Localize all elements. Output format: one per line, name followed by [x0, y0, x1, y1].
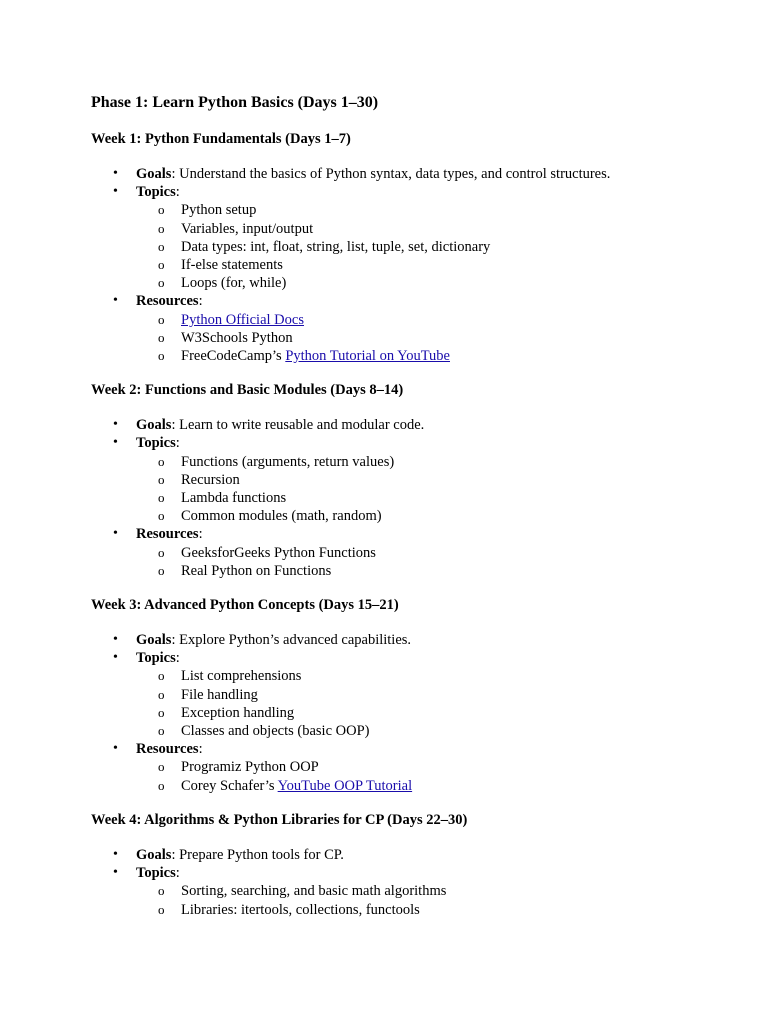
resource-text: Real Python on Functions [181, 562, 332, 579]
topic-text: Functions (arguments, return values) [181, 453, 395, 470]
goals-label: Goals [136, 166, 172, 182]
topic-list-item [91, 667, 708, 685]
topic-list-item [91, 686, 708, 704]
topic-list-item [91, 274, 708, 292]
topic-list-item [91, 238, 708, 256]
sub-bullet-icon: o [158, 668, 165, 684]
week-title: Week 1: Python Fundamentals (Days 1–7) [91, 131, 351, 147]
sub-bullet-icon: o [158, 883, 165, 899]
topics-item [91, 649, 708, 667]
bullet-icon: • [113, 846, 118, 862]
sub-bullet-icon: o [158, 777, 165, 793]
bullet-icon: • [113, 293, 118, 309]
sub-bullet-icon: o [158, 238, 165, 254]
resources-item [91, 292, 708, 310]
topic-text: Recursion [181, 471, 240, 488]
sub-bullet-icon: o [158, 311, 165, 327]
sub-bullet-icon: o [158, 686, 165, 702]
topic-text: Lambda functions [181, 490, 287, 507]
goals-item [91, 846, 708, 864]
topics-colon: : [175, 650, 180, 667]
goals-text: : Understand the basics of Python syntax, data types, and control structures. [171, 166, 611, 182]
topic-text: Data types: int, float, string, list, tuple, set, dictionary [181, 238, 491, 255]
topic-list-item [91, 489, 708, 507]
week-title: Week 3: Advanced Python Concepts (Days 15–21) [91, 597, 399, 614]
resources-item [91, 740, 708, 758]
resource-list-item [91, 562, 708, 580]
week-section [91, 811, 708, 919]
topic-text: If-else statements [181, 257, 283, 274]
phase-title: Phase 1: Learn Python Basics (Days 1–30) [91, 94, 379, 111]
topic-list-item [91, 722, 708, 740]
bullet-icon: • [113, 865, 118, 881]
topics-label: Topics [136, 650, 176, 667]
topics-label: Topics [136, 865, 176, 882]
topic-list-item [91, 882, 708, 900]
goals-label: Goals [136, 417, 172, 434]
sub-bullet-icon: o [158, 723, 165, 739]
resources-item [91, 525, 708, 543]
sub-bullet-icon: o [158, 220, 165, 236]
bullet-icon: • [113, 166, 118, 181]
resources-colon: : [198, 526, 203, 543]
bullet-icon: • [113, 184, 118, 200]
week-section [91, 381, 708, 580]
sub-bullet-icon: o [158, 329, 165, 345]
weeks-container [91, 130, 708, 919]
topics-item [91, 183, 708, 201]
resource-link[interactable]: Python Tutorial on YouTube [285, 348, 450, 365]
bullet-icon: • [113, 417, 118, 433]
topic-text: Exception handling [181, 704, 295, 721]
week-section [91, 130, 708, 365]
topics-colon: : [175, 865, 180, 882]
sub-bullet-icon: o [158, 562, 165, 578]
bullet-icon: • [113, 650, 118, 666]
topic-list-item [91, 220, 708, 238]
bullet-icon: • [113, 632, 118, 648]
topic-text: File handling [181, 686, 258, 703]
goals-item [91, 165, 708, 183]
resource-list-item [91, 544, 708, 562]
goals-text: : Explore Python’s advanced capabilities. [171, 632, 412, 649]
topic-text: Python setup [181, 202, 257, 219]
goals-label: Goals [136, 846, 172, 863]
topic-text: Sorting, searching, and basic math algorithms [181, 883, 447, 900]
goals-text: : Learn to write reusable and modular code. [171, 417, 425, 434]
resources-label: Resources [136, 293, 199, 310]
resource-text: Corey Schafer’s [181, 777, 278, 794]
week-section [91, 596, 708, 795]
topic-list-item [91, 201, 708, 219]
topics-colon: : [175, 435, 180, 452]
resource-list-item [91, 329, 708, 347]
resource-list-item [91, 758, 708, 776]
topics-item [91, 434, 708, 452]
sub-bullet-icon: o [158, 759, 165, 775]
resource-list-item [91, 777, 708, 795]
topic-list-item [91, 471, 708, 489]
topic-list-item [91, 507, 708, 525]
goals-label: Goals [136, 632, 172, 649]
sub-bullet-icon: o [158, 453, 165, 469]
topic-text: Classes and objects (basic OOP) [181, 723, 370, 740]
goals-text: : Prepare Python tools for CP. [171, 846, 344, 863]
week-title: Week 2: Functions and Basic Modules (Days 8–14) [91, 382, 404, 399]
topic-text: Libraries: itertools, collections, functools [181, 901, 420, 918]
topic-list-item [91, 256, 708, 274]
resource-text: W3Schools Python [181, 329, 293, 346]
goals-item [91, 631, 708, 649]
topic-list-item [91, 901, 708, 919]
sub-bullet-icon: o [158, 202, 165, 218]
sub-bullet-icon: o [158, 275, 165, 291]
bullet-icon: • [113, 435, 118, 451]
topic-text: Variables, input/output [181, 220, 314, 237]
resources-label: Resources [136, 741, 199, 758]
resource-text: Programiz Python OOP [181, 759, 319, 776]
sub-bullet-icon: o [158, 257, 165, 273]
resources-label: Resources [136, 526, 199, 543]
resource-list-item [91, 347, 708, 365]
week-title: Week 4: Algorithms & Python Libraries for CP (Days 22–30) [91, 811, 468, 828]
sub-bullet-icon: o [158, 508, 165, 524]
topic-list-item [91, 453, 708, 471]
sub-bullet-icon: o [158, 901, 165, 917]
topics-label: Topics [136, 184, 176, 201]
topics-colon: : [175, 184, 180, 201]
topic-text: Common modules (math, random) [181, 508, 382, 525]
topic-text: List comprehensions [181, 668, 302, 685]
resource-text: FreeCodeCamp’s [181, 348, 286, 365]
bullet-icon: • [113, 526, 118, 542]
sub-bullet-icon: o [158, 544, 165, 560]
sub-bullet-icon: o [158, 704, 165, 720]
topic-text: Loops (for, while) [181, 275, 287, 292]
goals-item [91, 416, 708, 434]
resource-text: GeeksforGeeks Python Functions [181, 544, 376, 561]
resource-link[interactable]: Python Official Docs [181, 311, 304, 328]
sub-bullet-icon: o [158, 490, 165, 506]
resource-link[interactable]: YouTube OOP Tutorial [277, 777, 413, 794]
sub-bullet-icon: o [158, 471, 165, 487]
topic-list-item [91, 704, 708, 722]
resources-colon: : [198, 293, 203, 310]
topics-item [91, 864, 708, 882]
bullet-icon: • [113, 741, 118, 757]
topics-label: Topics [136, 435, 176, 452]
resource-list-item [91, 311, 708, 329]
sub-bullet-icon: o [158, 348, 165, 364]
resources-colon: : [198, 741, 203, 758]
